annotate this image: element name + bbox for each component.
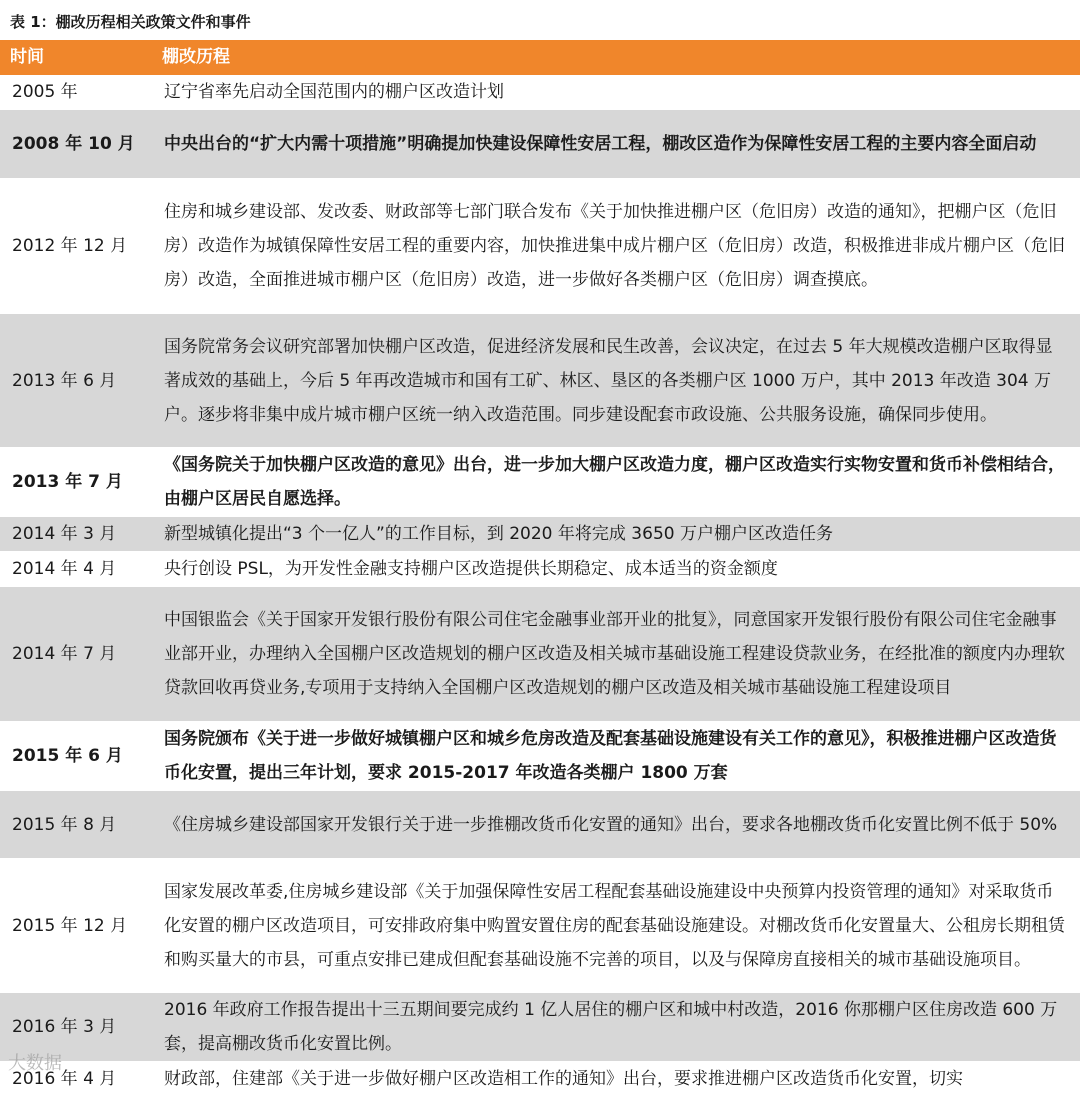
row-event: 国务院颁布《关于进一步做好城镇棚户区和城乡危房改造及配套基础设施建设有关工作的意见》，积极推进棚户区改造货币化安置，提出三年计划，要求 2015-2017 年改造各类棚户 1800 万套 — [152, 722, 1080, 791]
row-event: 国家发展改革委,住房城乡建设部《关于加强保障性安居工程配套基础设施建设中央预算内投资管理的通知》对采取货币化安置的棚户区改造项目，可安排政府集中购置安置住房的配套基础设施建设。对棚改货币化安置量大、公租房长期租赁和购买量大的市县，可重点安排已建成但配套基础设施不完善的项目，以及与保障房直接相关的城市基础设施项目。 — [152, 859, 1080, 993]
row-time: 2005 年 — [0, 75, 152, 110]
table-row — [0, 179, 1080, 314]
row-time: 2012 年 12 月 — [0, 179, 152, 314]
table-row — [0, 110, 1080, 179]
row-event: 2016 年政府工作报告提出十三五期间要完成约 1 亿人居住的棚户区和城中村改造，2016 你那棚户区住房改造 600 万套，提高棚改货币化安置比例。 — [152, 993, 1080, 1062]
table-row — [0, 448, 1080, 517]
row-time: 2015 年 6 月 — [0, 722, 152, 791]
policy-events-table — [0, 40, 1080, 1097]
watermark: 大数据 — [8, 1053, 62, 1074]
row-time: 2015 年 12 月 — [0, 859, 152, 993]
table-row — [0, 314, 1080, 448]
row-time: 2014 年 4 月 — [0, 552, 152, 587]
row-time: 2016 年 4 月 — [0, 1062, 152, 1097]
header-time: 时间 — [0, 40, 152, 75]
table-caption: 表 1：棚改历程相关政策文件和事件 — [10, 13, 251, 31]
row-event: 中国银监会《关于国家开发银行股份有限公司住宅金融事业部开业的批复》，同意国家开发银行股份有限公司住宅金融事业部开业，办理纳入全国棚户区改造规划的棚户区改造及相关城市基础设施工程建设贷款业务，在经批准的额度内办理软贷款回收再贷业务,专项用于支持纳入全国棚户区改造规划的棚户区改造及相关城市基础设施工程建设项目 — [152, 587, 1080, 722]
table-row — [0, 791, 1080, 859]
row-time: 2014 年 3 月 — [0, 517, 152, 552]
table-row — [0, 552, 1080, 587]
row-event: 辽宁省率先启动全国范围内的棚户区改造计划 — [152, 75, 1080, 110]
row-event: 中央出台的“扩大内需十项措施”明确提加快建设保障性安居工程，棚改区造作为保障性安居工程的主要内容全面启动 — [152, 110, 1080, 179]
table-header-row — [0, 40, 1080, 75]
row-time: 2013 年 7 月 — [0, 448, 152, 517]
row-time: 2015 年 8 月 — [0, 791, 152, 859]
table-row — [0, 722, 1080, 791]
header-event: 棚改历程 — [152, 40, 1080, 75]
row-event: 国务院常务会议研究部署加快棚户区改造，促进经济发展和民生改善，会议决定，在过去 5 年大规模改造棚户区取得显著成效的基础上，今后 5 年再改造城市和国有工矿、林区、垦区的各类棚户区 1000 万户，其中 2013 年改造 304 万户。逐步将非集中成片城市棚户区统一纳入改造范围。同步建设配套市政设施、公共服务设施，确保同步使用。 — [152, 314, 1080, 448]
table-row — [0, 993, 1080, 1062]
row-event: 住房和城乡建设部、发改委、财政部等七部门联合发布《关于加快推进棚户区（危旧房）改造的通知》，把棚户区（危旧房）改造作为城镇保障性安居工程的重要内容，加快推进集中成片棚户区（危旧房）改造，积极推进非成片棚户区（危旧房）改造，全面推进城市棚户区（危旧房）改造，进一步做好各类棚户区（危旧房）调查摸底。 — [152, 179, 1080, 314]
row-time: 2016 年 3 月 — [0, 993, 152, 1062]
table-row — [0, 587, 1080, 722]
row-event: 新型城镇化提出“3 个一亿人”的工作目标，到 2020 年将完成 3650 万户棚户区改造任务 — [152, 517, 1080, 552]
row-event: 《住房城乡建设部国家开发银行关于进一步推棚改货币化安置的通知》出台，要求各地棚改货币化安置比例不低于 50% — [152, 791, 1080, 859]
row-time: 2013 年 6 月 — [0, 314, 152, 448]
row-time: 2008 年 10 月 — [0, 110, 152, 179]
row-time: 2014 年 7 月 — [0, 587, 152, 722]
table-row — [0, 859, 1080, 993]
table-row — [0, 1062, 1080, 1097]
table-row — [0, 517, 1080, 552]
row-event: 央行创设 PSL，为开发性金融支持棚户区改造提供长期稳定、成本适当的资金额度 — [152, 552, 1080, 587]
table-row — [0, 75, 1080, 110]
row-event: 《国务院关于加快棚户区改造的意见》出台，进一步加大棚户区改造力度，棚户区改造实行实物安置和货币补偿相结合，由棚户区居民自愿选择。 — [152, 448, 1080, 517]
row-event: 财政部，住建部《关于进一步做好棚户区改造相工作的通知》出台，要求推进棚户区改造货币化安置，切实 — [152, 1062, 1080, 1097]
